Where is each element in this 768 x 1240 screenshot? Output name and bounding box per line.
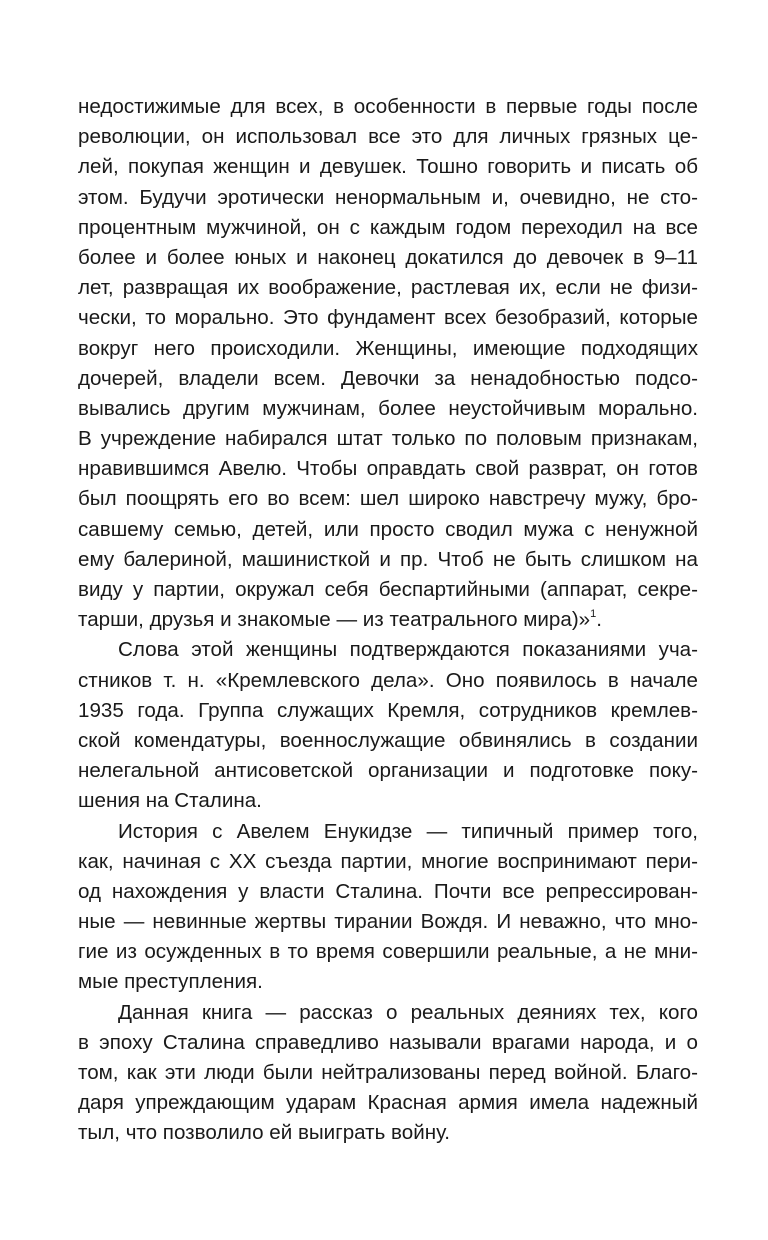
text-line: Слова этой женщины подтверждаются показаниями уча- [118,638,698,662]
text-line: недостижимые для всех, в особенности в первые годы после [78,95,698,118]
text-line: В учреждение набирался штат только по половым признакам, [78,427,698,451]
text-line: мые преступления. [78,970,263,994]
text-line: История с Авелем Енукидзе — типичный пример того, [118,819,698,843]
paragraph-4 [78,998,698,1149]
text-line: в эпоху Сталина справедливо называли врагами народа, и о [78,1030,698,1054]
text-line: лей, покупая женщин и девушек. Тошно говорить и писать об [78,155,698,179]
text-line: шения на Сталина. [78,789,262,813]
book-page [78,92,698,1149]
footnote-reference[interactable]: 1 [590,608,597,621]
text-line-content: тарши, друзья и знакомые — из театрального мира)» [78,608,591,632]
text-line: том, как эти люди были нейтрализованы перед войной. Благо- [78,1061,698,1084]
text-line: вокруг него происходили. Женщины, имеющие подходящих [78,336,698,360]
text-line: даря упреждающим ударам Красная армия имела надежный [78,1091,698,1115]
text-line: чески, то морально. Это фундамент всех безобразий, которые [78,306,698,330]
paragraph-2 [78,635,698,816]
text-line: как, начиная с XX съезда партии, многие воспринимают пери- [78,849,698,873]
text-line: савшему семью, детей, или просто сводил мужа с ненужной [78,517,698,541]
text-line: виду у партии, окружал себя беспартийными (аппарат, секре- [78,578,698,601]
text-line: нравившимся Авелю. Чтобы оправдать свой разврат, он готов [78,457,698,481]
paragraph-1 [78,92,698,635]
text-line: дочерей, владели всем. Девочки за ненадобностью подсо- [78,366,698,390]
text-line: процентным мужчиной, он с каждым годом переходил на все [78,215,698,239]
text-line: од нахождения у власти Сталина. Почти все репрессирован- [78,879,698,903]
text-line: нелегальной антисоветской организации и подготовке поку- [78,759,698,783]
text-line: 1935 года. Группа служащих Кремля, сотрудников кремлев- [78,698,698,722]
text-line: ской комендатуры, военнослужащие обвинялись в создании [78,728,698,752]
text-line: был поощрять его во всем: шел широко навстречу мужу, бро- [78,487,698,511]
text-line: революции, он использовал все это для личных грязных це- [78,125,698,149]
text-line: Данная книга — рассказ о реальных деяниях тех, кого [118,1000,698,1024]
paragraph-3 [78,817,698,998]
text-line: ные — невинные жертвы тирании Вождя. И неважно, что мно- [78,910,698,934]
sentence-end: . [596,608,602,632]
text-line-with-footnote [78,605,698,635]
text-line: ему балериной, машинисткой и пр. Чтоб не быть слишком на [78,547,698,571]
text-line: более и более юных и наконец докатился до девочек в 9–11 [78,245,698,269]
text-line: вывались другим мужчинам, более неустойчивым морально. [78,396,698,420]
text-line: этом. Будучи эротически ненормальным и, очевидно, не сто- [78,185,698,209]
text-line: стников т. н. «Кремлевского дела». Оно появилось в начале [78,668,698,692]
text-line: лет, развращая их воображение, растлевая их, если не физи- [78,276,698,300]
text-line: тыл, что позволило ей выиграть войну. [78,1121,451,1145]
text-line: гие из осужденных в то время совершили реальные, а не мни- [78,940,698,964]
